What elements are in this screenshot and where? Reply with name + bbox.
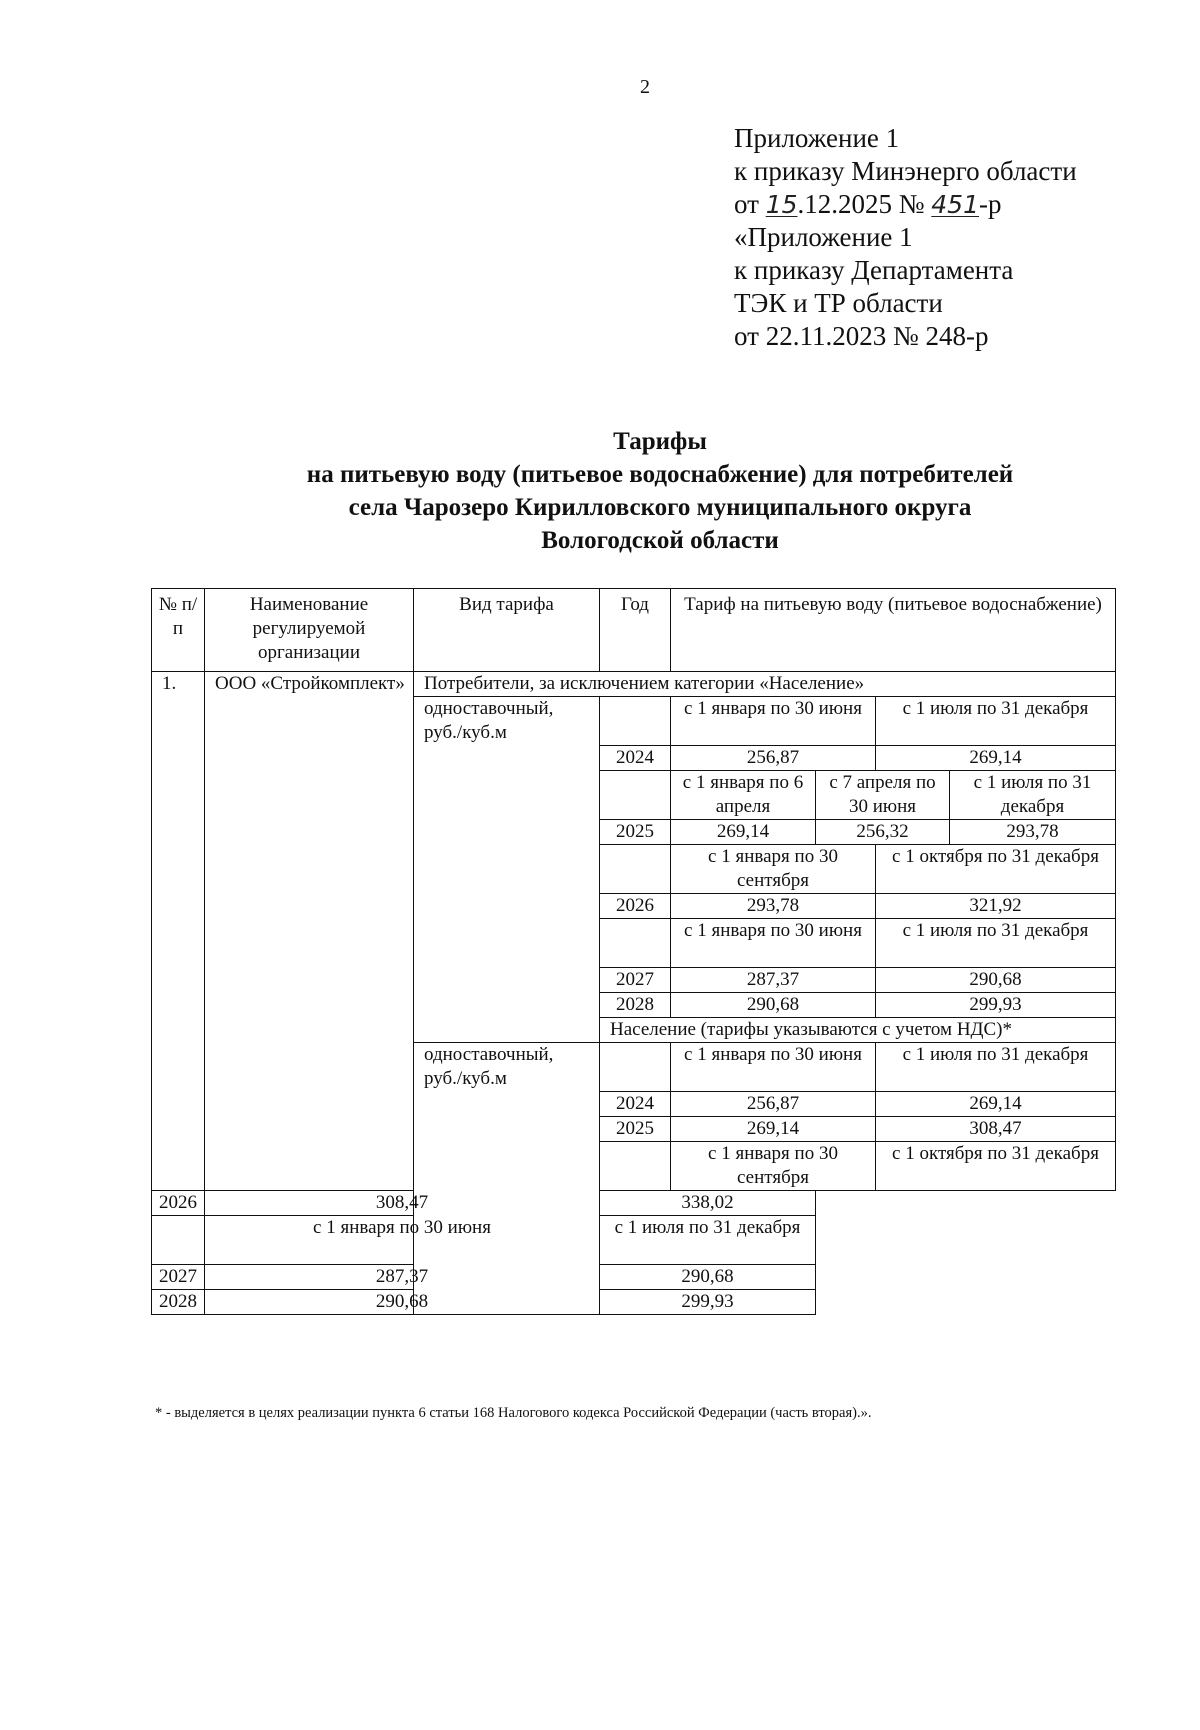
table-row (152, 1216, 1116, 1265)
tariff-type: одноставочный, руб./куб.м (414, 697, 600, 1043)
year-cell-empty (600, 697, 671, 746)
year-cell: 2026 (600, 894, 671, 919)
appendix-line: к приказу Департамента (734, 255, 1014, 285)
header-year: Год (600, 589, 671, 672)
value-cell: 287,37 (671, 968, 876, 993)
footnote: * - выделяется в целях реализации пункта 6 статьи 168 Налогового кодекса Российской Федерации (часть вторая).». (155, 1405, 872, 1421)
value-cell: 290,68 (205, 1290, 600, 1315)
value-cell: 290,68 (876, 968, 1116, 993)
title-line: Вологодской области (541, 527, 779, 554)
value-cell: 287,37 (205, 1265, 600, 1290)
appendix-line: «Приложение 1 (734, 222, 913, 252)
document-title (140, 425, 1180, 557)
appendix-line: Приложение 1 (734, 123, 900, 153)
order-date-line (734, 188, 1077, 221)
period-cell: с 1 июля по 31 декабря (876, 919, 1116, 968)
year-cell: 2024 (600, 746, 671, 771)
table-row (152, 672, 1116, 697)
year-cell: 2028 (600, 993, 671, 1018)
title-line: на питьевую воду (питьевое водоснабжение) для потребителей (306, 461, 1014, 488)
value-cell: 269,14 (671, 1117, 876, 1142)
value-cell: 293,78 (671, 894, 876, 919)
title-line: села Чарозеро Кирилловского муниципального округа (348, 494, 972, 521)
title-line: Тарифы (613, 428, 707, 455)
page-number: 2 (640, 76, 650, 98)
year-cell: 2026 (152, 1191, 205, 1216)
period-cell: с 1 января по 6 апреля (671, 771, 816, 820)
value-cell: 308,47 (205, 1191, 600, 1216)
value-cell: 269,14 (876, 746, 1116, 771)
row-number: 1. (152, 672, 205, 1191)
period-cell: с 1 июля по 31 декабря (600, 1216, 816, 1265)
year-cell: 2027 (152, 1265, 205, 1290)
period-cell: с 1 октября по 31 декабря (876, 1142, 1116, 1191)
period-cell: с 1 июля по 31 декабря (876, 1043, 1116, 1092)
year-cell: 2025 (600, 820, 671, 845)
value-cell: 299,93 (876, 993, 1116, 1018)
period-cell: с 1 января по 30 июня (205, 1216, 600, 1265)
value-cell: 293,78 (950, 820, 1116, 845)
value-cell: 338,02 (600, 1191, 816, 1216)
year-cell-empty (600, 771, 671, 820)
value-cell: 290,68 (600, 1265, 816, 1290)
period-cell: с 1 июля по 31 декабря (950, 771, 1116, 820)
value-cell: 256,87 (671, 1092, 876, 1117)
year-cell: 2027 (600, 968, 671, 993)
section-title: Население (тарифы указываются с учетом НДС)* (600, 1018, 1116, 1043)
table-header-row (152, 589, 1116, 672)
organization-name: ООО «Стройкомплект» (205, 672, 414, 1191)
tariff-table (151, 588, 1116, 1315)
year-cell: 2024 (600, 1092, 671, 1117)
header-type: Вид тарифа (414, 589, 600, 672)
year-cell-empty (600, 1043, 671, 1092)
period-cell: с 1 июля по 31 декабря (876, 697, 1116, 746)
period-cell: с 1 октября по 31 декабря (876, 845, 1116, 894)
order-middle: .12.2025 № (797, 189, 932, 219)
section-title: Потребители, за исключением категории «Население» (414, 672, 1116, 697)
appendix-line: ТЭК и ТР области (734, 288, 943, 318)
table-row (152, 1290, 1116, 1315)
appendix-line: от 22.11.2023 № 248-р (734, 321, 989, 351)
appendix-block (734, 122, 1077, 353)
value-cell: 256,87 (671, 746, 876, 771)
period-cell: с 1 января по 30 сентября (671, 845, 876, 894)
period-cell: с 1 января по 30 июня (671, 697, 876, 746)
value-cell: 308,47 (876, 1117, 1116, 1142)
appendix-line: к приказу Минэнерго области (734, 156, 1077, 186)
year-cell-empty (600, 919, 671, 968)
header-org: Наименование регулируемой организации (205, 589, 414, 672)
year-cell-empty (152, 1216, 205, 1265)
value-cell: 290,68 (671, 993, 876, 1018)
value-cell: 256,32 (816, 820, 950, 845)
header-tariff: Тариф на питьевую воду (питьевое водоснабжение) (671, 589, 1116, 672)
year-cell-empty (600, 845, 671, 894)
year-cell-empty (600, 1142, 671, 1191)
year-cell: 2025 (600, 1117, 671, 1142)
header-num: № п/п (152, 589, 205, 672)
period-cell: с 1 января по 30 сентября (671, 1142, 876, 1191)
order-prefix: от (734, 189, 766, 219)
table-row (152, 1191, 1116, 1216)
period-cell: с 1 января по 30 июня (671, 1043, 876, 1092)
year-cell: 2028 (152, 1290, 205, 1315)
period-cell: с 7 апреля по 30 июня (816, 771, 950, 820)
order-suffix: -р (979, 189, 1002, 219)
table-row (152, 1265, 1116, 1290)
value-cell: 269,14 (671, 820, 816, 845)
value-cell: 269,14 (876, 1092, 1116, 1117)
value-cell: 299,93 (600, 1290, 816, 1315)
period-cell: с 1 января по 30 июня (671, 919, 876, 968)
value-cell: 321,92 (876, 894, 1116, 919)
handwritten-day: 15 (765, 190, 798, 219)
tariff-type: одноставочный, руб./куб.м (414, 1043, 600, 1315)
handwritten-number: 451 (931, 190, 979, 219)
